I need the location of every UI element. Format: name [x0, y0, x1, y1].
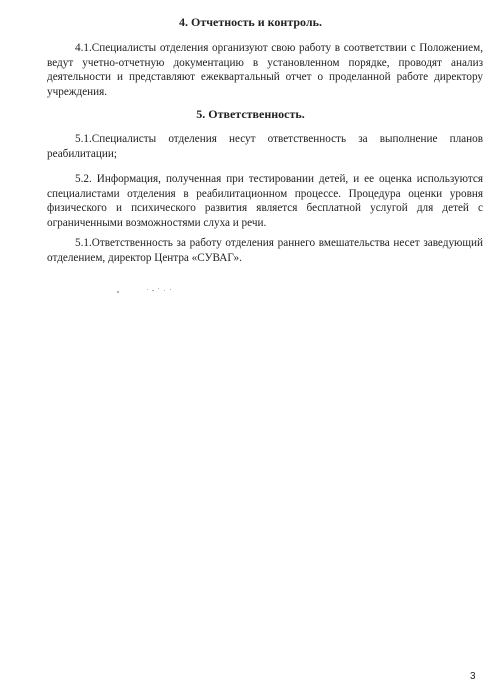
paragraph-line: деятельности и представляют ежеквартальный отчет о проделанной работе директору	[47, 71, 483, 84]
paragraph-4-1	[47, 41, 483, 99]
paragraph-line: 5.1.Специалисты отделения несут ответственность за выполнение планов	[75, 133, 483, 145]
paragraph-line: специалистами отделения в реабилитационном процессе. Процедура оценки уровня	[47, 187, 483, 200]
paragraph-5-2	[47, 172, 483, 230]
paragraph-line: ведут учетно-отчетную документацию в установленном порядке, проводят анализ	[47, 56, 483, 69]
section-4-heading: 4. Отчетность и контроль.	[179, 15, 322, 29]
paragraph-line: учреждения.	[47, 85, 108, 98]
section-5-heading: 5. Ответственность.	[196, 107, 305, 121]
paragraph-line: ограниченными возможностями слуха и речи.	[47, 216, 267, 229]
paragraph-line: отделением, директор Центра «СУВАГ».	[47, 251, 242, 264]
page-number: 3	[470, 671, 476, 682]
paragraph-5-1-responsibility	[47, 236, 483, 265]
paragraph-line: 5.1.Ответственность за работу отделения раннего вмешательства несет заведующий	[75, 237, 483, 249]
paragraph-line: реабилитации;	[47, 147, 117, 160]
paragraph-line: 5.2. Информация, полученная при тестировании детей, и ее оценка используются	[75, 173, 483, 185]
paragraph-line: 4.1.Специалисты отделения организуют свою работу в соответствии с Положением,	[75, 42, 483, 54]
paragraph-5-1	[47, 132, 483, 161]
paragraph-line: физического и психического развития является бесплатной услугой для детей с	[47, 202, 483, 215]
